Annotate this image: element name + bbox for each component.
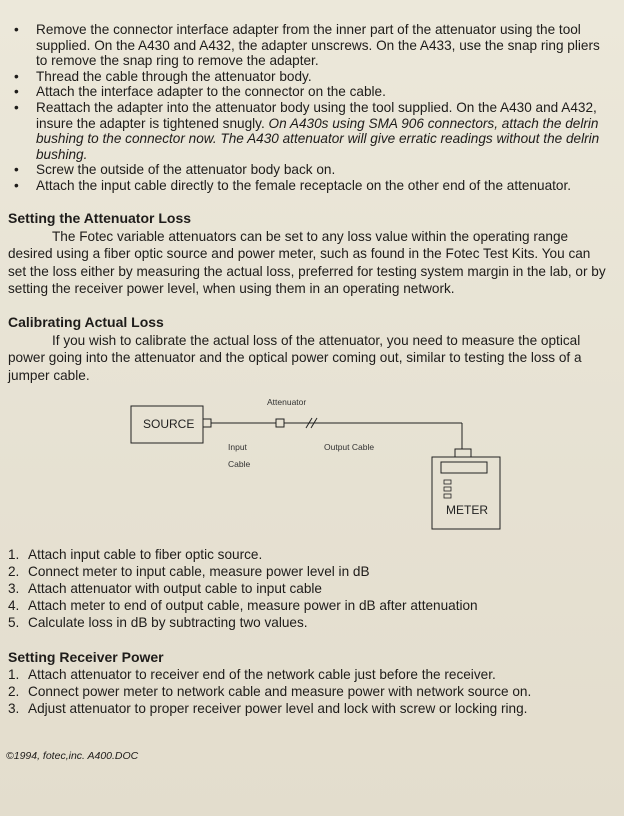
list-item: 1. Attach input cable to fiber optic source. <box>8 547 263 563</box>
bullet-item: • Screw the outside of the attenuator body back on. <box>8 162 608 178</box>
list-item: 3. Attach attenuator with output cable to input cable <box>8 581 322 597</box>
list-item: 4. Attach meter to end of output cable, measure power in dB after attenuation <box>8 598 478 614</box>
list-item: 2. Connect meter to input cable, measure power level in dB <box>8 564 370 580</box>
output-cable-label: Output Cable <box>324 442 375 453</box>
calibration-steps-list <box>8 546 608 631</box>
diagram-drawing <box>0 392 624 534</box>
section-heading-attenuator-loss: Setting the Attenuator Loss <box>8 209 192 226</box>
attenuator-symbol <box>276 419 284 427</box>
attenuator-label: Attenuator <box>267 397 307 408</box>
italic-note: On A430s using SMA 906 connectors, attach the delrin bushing to the connector now. The A430 attenuator will give erratic readings without the delrin bushing. <box>36 115 600 162</box>
section-heading-calibrating-loss: Calibrating Actual Loss <box>8 313 164 330</box>
meter-port <box>455 449 471 457</box>
section-heading-receiver-power: Setting Receiver Power <box>8 649 164 666</box>
section-body-calibrating-loss: If you wish to calibrate the actual loss of the attenuator, you need to measure the optical power going into the attenuator and the optical power coming out, similar to testing the loss of a jumper cable. <box>8 332 582 383</box>
meter-button <box>444 494 451 498</box>
meter-button <box>444 487 451 491</box>
copyright-footer: ©1994, fotec,inc. A400.DOC <box>6 750 139 762</box>
list-item: 3. Adjust attenuator to proper receiver power level and lock with screw or locking ring. <box>8 701 528 717</box>
bullet-item: • Attach the interface adapter to the connector on the cable. <box>8 84 608 100</box>
bullet-item: • Reattach the adapter into the attenuator body using the tool supplied. On the A430 and A432, insure the adapter is tightened snugly. On A430s using SMA 906 connectors, attach the delrin bushing to the connector now. The A430 attenuator will give erratic readings without the delrin bushing. <box>8 100 608 162</box>
list-item: 2. Connect power meter to network cable and measure power with network source on. <box>8 684 532 700</box>
list-item: 5. Calculate loss in dB by subtracting two values. <box>8 615 308 631</box>
meter-box <box>432 457 500 529</box>
list-item: 1. Attach attenuator to receiver end of the network cable just before the receiver. <box>8 667 496 683</box>
source-label: SOURCE <box>143 417 195 432</box>
meter-label: METER <box>446 503 488 518</box>
meter-display <box>441 462 487 473</box>
bullet-item: • Thread the cable through the attenuator body. <box>8 69 608 85</box>
procedure-bullet-list <box>8 22 608 194</box>
input-label: Input <box>228 442 247 453</box>
calibration-diagram <box>0 392 624 534</box>
meter-button <box>444 480 451 484</box>
section-body-attenuator-loss: The Fotec variable attenuators can be set to any loss value within the operating range desired using a fiber optic source and power meter, such as found in the Fotec Test Kits. You can set the loss either by measuring the actual loss, preferred for testing system margin in the lab, or by setting the receiver power level, when using them in an operating network. <box>8 228 606 297</box>
cable-label: Cable <box>228 459 251 470</box>
bullet-item: • Remove the connector interface adapter from the inner part of the attenuator using the tool supplied. On the A430 and A432, the adapter unscrews. On the A433, use the snap ring pliers to remove the snap ring to remove the adapter. <box>8 22 608 69</box>
source-port <box>203 419 211 427</box>
receiver-steps-list <box>8 666 608 717</box>
bullet-item: • Attach the input cable directly to the female receptacle on the other end of the attenuator. <box>8 178 608 194</box>
